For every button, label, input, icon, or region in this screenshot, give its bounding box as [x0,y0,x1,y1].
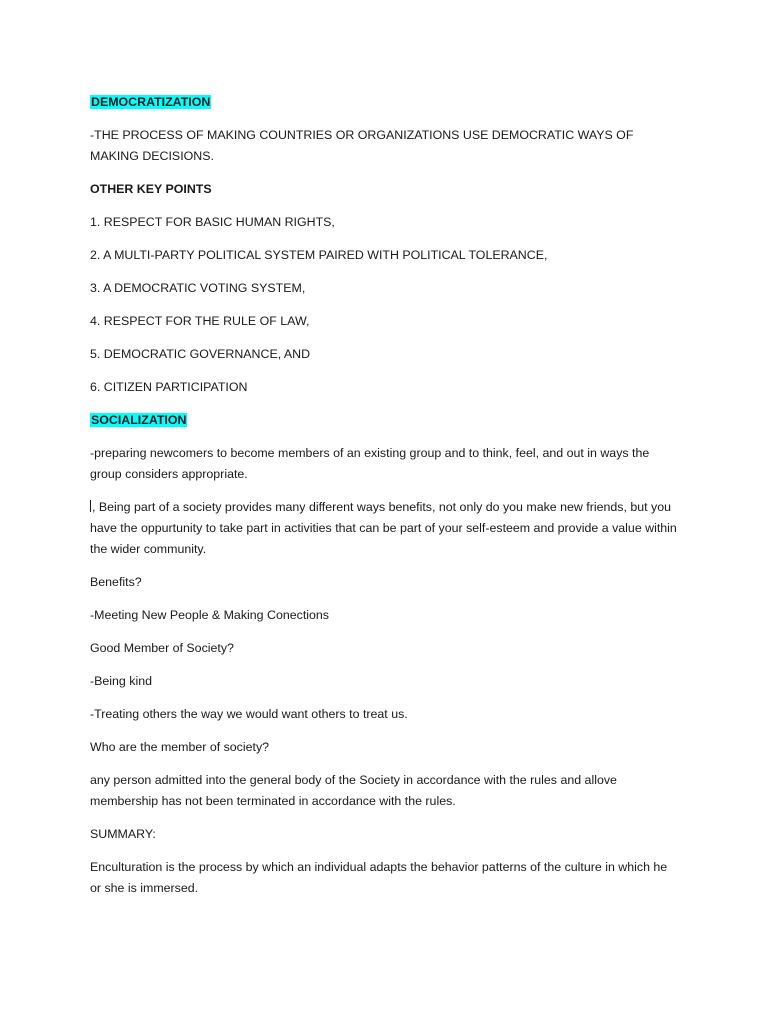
heading-socialization: SOCIALIZATION [91,413,187,427]
socialization-paragraph-line [90,497,680,560]
socialization-definition: -preparing newcomers to become members of an existing group and to think, feel, and out in ways the group considers appropriate. [90,446,650,481]
benefits-answer: -Meeting New People & Making Conections [90,608,329,622]
democratization-definition: -THE PROCESS OF MAKING COUNTRIES OR ORGANIZATIONS USE DEMOCRATIC WAYS OF MAKING DECISIONS. [90,128,634,163]
text-cursor-mark [90,500,91,512]
who-question: Who are the member of society? [90,740,270,754]
key-point-1: 1. RESPECT FOR BASIC HUMAN RIGHTS, [90,215,335,229]
heading-democratization: DEMOCRATIZATION [91,95,211,109]
who-answer: any person admitted into the general body of the Society in accordance with the rules and allove membership has not been terminated in accordance with the rules. [90,773,617,808]
document-body [90,92,680,911]
key-point-6: 6. CITIZEN PARTICIPATION [90,380,248,394]
heading-democratization-line [90,92,680,113]
good-member-answer-2: -Treating others the way we would want others to treat us. [90,707,408,721]
key-point-4: 4. RESPECT FOR THE RULE OF LAW, [90,314,310,328]
good-member-question: Good Member of Society? [90,641,234,655]
summary-label: SUMMARY: [90,827,156,841]
key-point-2: 2. A MULTI-PARTY POLITICAL SYSTEM PAIRED WITH POLITICAL TOLERANCE, [90,248,548,262]
heading-socialization-line [90,410,680,431]
socialization-paragraph: , Being part of a society provides many different ways benefits, not only do you make new friends, but you have the oppurtunity to take part in activities that can be part of your self-esteem and provide a value within the wider community. [90,500,677,556]
benefits-question: Benefits? [90,575,142,589]
other-key-points-heading: OTHER KEY POINTS [90,182,212,196]
key-point-5: 5. DEMOCRATIC GOVERNANCE, AND [90,347,311,361]
key-point-3: 3. A DEMOCRATIC VOTING SYSTEM, [90,281,306,295]
summary-text: Enculturation is the process by which an individual adapts the behavior patterns of the culture in which he or she is immersed. [90,860,668,895]
good-member-answer-1: -Being kind [90,674,152,688]
